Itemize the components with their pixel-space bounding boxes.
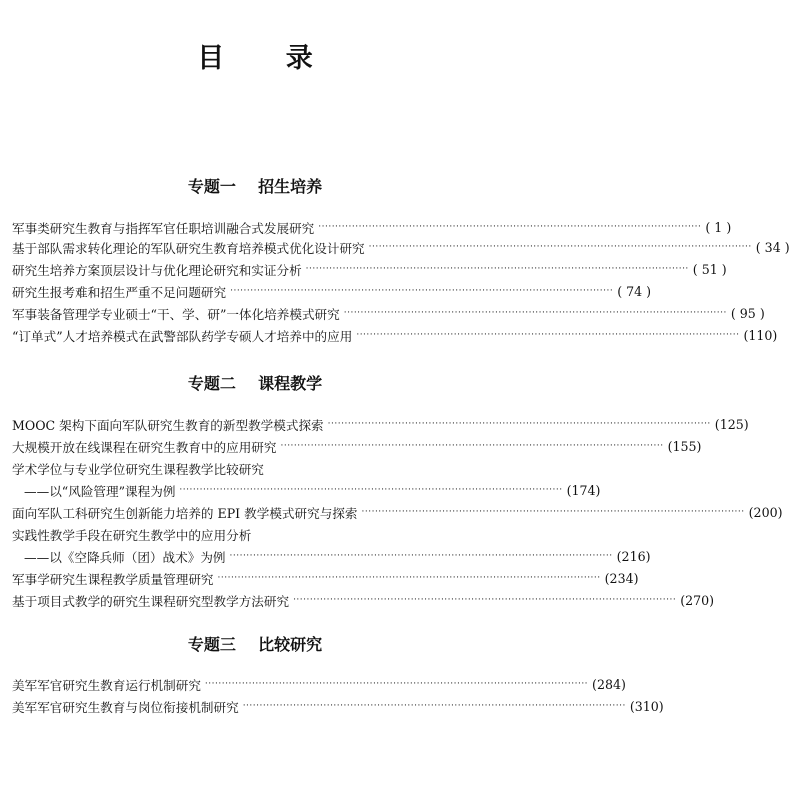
dot-leader: ·················································································································· bbox=[179, 485, 563, 495]
entry-subtitle: ——以“风险管理”课程为例 bbox=[24, 483, 176, 499]
page-number: ( 1 ) bbox=[705, 219, 732, 235]
toc-entry-title-line[interactable] bbox=[12, 458, 498, 478]
page-number: (270) bbox=[680, 592, 715, 608]
toc-entry[interactable] bbox=[12, 237, 790, 257]
entry-title: 美军军官研究生教育与岗位衔接机制研究 bbox=[12, 699, 239, 715]
toc-entry[interactable] bbox=[12, 325, 778, 345]
entry-subtitle: ——以《空降兵师（团）战术》为例 bbox=[24, 549, 226, 565]
toc-entry-subtitle-line[interactable] bbox=[24, 480, 601, 500]
entry-title: 美军军官研究生教育运行机制研究 bbox=[12, 677, 201, 693]
entry-title: 实践性教学手段在研究生教学中的应用分析 bbox=[12, 527, 252, 543]
entry-title: 军事学研究生课程教学质量管理研究 bbox=[12, 571, 214, 587]
page-number: (200) bbox=[748, 504, 783, 520]
entry-title: 学术学位与专业学位研究生课程教学比较研究 bbox=[12, 461, 264, 477]
entry-title: “订单式”人才培养模式在武警部队药学专硕人才培养中的应用 bbox=[12, 328, 353, 344]
page-number: ( 51 ) bbox=[692, 261, 727, 277]
dot-leader: ·················································································································· bbox=[293, 595, 677, 605]
dot-leader: ·················································································································· bbox=[356, 330, 740, 340]
toc-entry[interactable] bbox=[12, 414, 749, 434]
toc-entry[interactable] bbox=[12, 303, 765, 323]
dot-leader: ·················································································································· bbox=[229, 551, 613, 561]
page-number: (216) bbox=[616, 548, 651, 564]
toc-entry[interactable] bbox=[12, 674, 626, 694]
dot-leader: ·················································································································· bbox=[318, 222, 702, 232]
page-number: (155) bbox=[667, 438, 702, 454]
dot-leader: ·················································································································· bbox=[230, 286, 614, 296]
dot-leader: ·················································································································· bbox=[280, 441, 664, 451]
entry-title: 基于项目式教学的研究生课程研究型教学方法研究 bbox=[12, 593, 290, 609]
entry-title: 军事类研究生教育与指挥军官任职培训融合式发展研究 bbox=[12, 220, 315, 236]
entry-title: 基于部队需求转化理论的军队研究生教育培养模式优化设计研究 bbox=[12, 240, 365, 256]
dot-leader: ·················································································································· bbox=[217, 573, 601, 583]
page-number: (110) bbox=[743, 327, 778, 343]
page-number: (125) bbox=[714, 416, 749, 432]
section-heading-2: 专题二 课程教学 bbox=[187, 374, 323, 393]
entry-title: 研究生报考难和招生严重不足问题研究 bbox=[12, 284, 227, 300]
toc-entry-title-line[interactable] bbox=[12, 524, 498, 544]
entry-title: 大规模开放在线课程在研究生教育中的应用研究 bbox=[12, 439, 277, 455]
toc-entry-subtitle-line[interactable] bbox=[24, 546, 651, 566]
dot-leader: ·················································································································· bbox=[361, 507, 745, 517]
entry-title: 面向军队工科研究生创新能力培养的 EPI 教学模式研究与探索 bbox=[12, 505, 358, 521]
dot-leader: ·················································································································· bbox=[242, 701, 626, 711]
toc-entry[interactable] bbox=[12, 259, 727, 279]
toc-entry[interactable] bbox=[12, 568, 639, 588]
entry-title: 军事装备管理学专业硕士“干、学、研”一体化培养模式研究 bbox=[12, 306, 340, 322]
dot-leader: ·················································································································· bbox=[204, 679, 589, 689]
toc-entry[interactable] bbox=[12, 502, 783, 522]
section-heading-1: 专题一 招生培养 bbox=[187, 177, 323, 196]
entry-title: 研究生培养方案顶层设计与优化理论研究和实证分析 bbox=[12, 262, 302, 278]
entry-title: MOOC 架构下面向军队研究生教育的新型教学模式探索 bbox=[12, 417, 324, 433]
dot-leader: ·················································································································· bbox=[305, 264, 689, 274]
section-heading-3: 专题三 比较研究 bbox=[187, 635, 323, 654]
page-title: 目 录 bbox=[197, 43, 339, 74]
dot-leader: ·················································································································· bbox=[327, 419, 711, 429]
page-number: ( 34 ) bbox=[755, 239, 790, 255]
toc-entry[interactable] bbox=[12, 281, 652, 301]
toc-entry[interactable] bbox=[12, 217, 732, 237]
dot-leader: ·················································································································· bbox=[343, 308, 727, 318]
page-number: ( 95 ) bbox=[730, 305, 765, 321]
toc-entry[interactable] bbox=[12, 696, 664, 716]
toc-entry[interactable] bbox=[12, 436, 702, 456]
dot-leader: ·················································································································· bbox=[368, 242, 752, 252]
page-number: ( 74 ) bbox=[617, 283, 652, 299]
toc-entry[interactable] bbox=[12, 590, 715, 610]
page-number: (234) bbox=[604, 570, 639, 586]
page-number: (284) bbox=[592, 676, 626, 692]
page-number: (310) bbox=[629, 698, 664, 714]
page-number: (174) bbox=[566, 482, 601, 498]
